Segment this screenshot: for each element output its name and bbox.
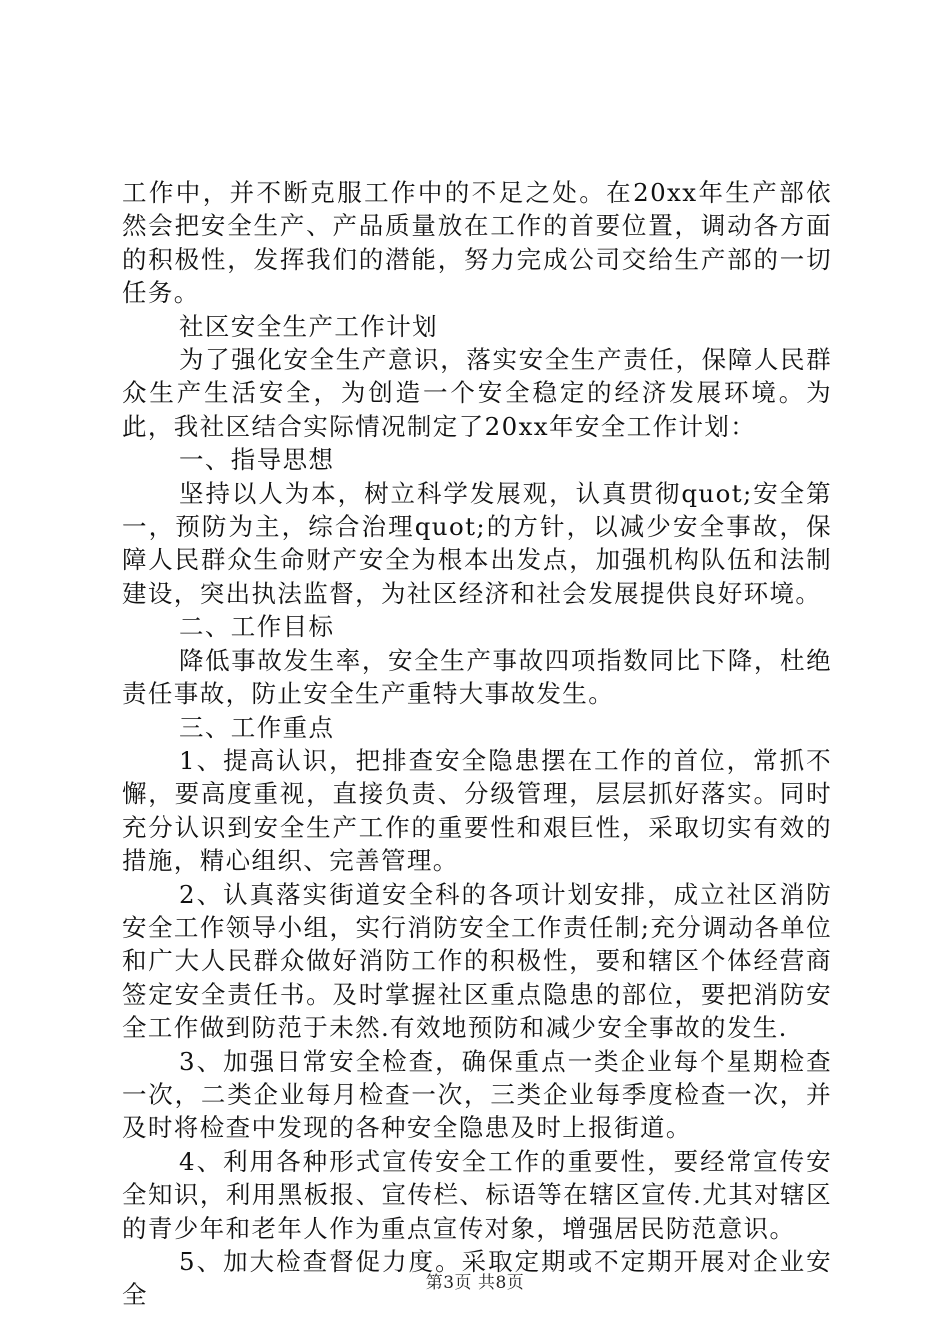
paragraph-guiding-thought: 坚持以人为本，树立科学发展观，认真贯彻quot;安全第一，预防为主，综合治理quot;的方针，以减少安全事故，保障人民群众生命财产安全为根本出发点，加强机构队伍和法制建设，突出执法监督，为社区经济和社会发展提供良好环境。: [122, 478, 832, 608]
heading-work-focus: 三、工作重点: [179, 712, 335, 742]
paragraph-intro: 为了强化安全生产意识，落实安全生产责任，保障人民群众生产生活安全，为创造一个安全稳定的经济发展环境。为此，我社区结合实际情况制定了20xx年安全工作计划：: [122, 345, 832, 441]
section-title: 社区安全生产工作计划: [179, 311, 438, 341]
document-body: [122, 176, 832, 1312]
heading-guiding-thought: 一、指导思想: [179, 445, 335, 475]
page-number: 第3页 共8页: [425, 1273, 525, 1293]
heading-work-goal: 二、工作目标: [179, 612, 335, 642]
paragraph-continuation: 工作中，并不断克服工作中的不足之处。在20xx年生产部依然会把安全生产、产品质量放在工作的首要位置，调动各方面的积极性，发挥我们的潜能，努力完成公司交给生产部的一切任务。: [122, 178, 832, 308]
list-item-4: 4、利用各种形式宣传安全工作的重要性，要经常宣传安全知识，利用黑板报、宣传栏、标语等在辖区宣传.尤其对辖区的青少年和老年人作为重点宣传对象，增强居民防范意识。: [122, 1146, 832, 1243]
paragraph-work-goal: 降低事故发生率，安全生产事故四项指数同比下降，杜绝责任事故，防止安全生产重特大事故发生。: [122, 645, 832, 709]
list-item-5: 5、加大检查督促力度。采取定期或不定期开展对企业安全: [122, 1247, 832, 1310]
list-item-1: 1、提高认识，把排查安全隐患摆在工作的首位，常抓不懈，要高度重视，直接负责、分级管理，层层抓好落实。同时充分认识到安全生产工作的重要性和艰巨性，采取切实有效的措施，精心组织、完善管理。: [122, 745, 832, 876]
list-item-2: 2、认真落实街道安全科的各项计划安排，成立社区消防安全工作领导小组，实行消防安全工作责任制;充分调动各单位和广大人民群众做好消防工作的积极性，要和辖区个体经营商签定安全责任书。及时掌握社区重点隐患的部位，要把消防安全工作做到防范于未然.有效地预防和减少安全事故的发生.: [122, 879, 832, 1043]
list-item-3: 3、加强日常安全检查，确保重点一类企业每个星期检查一次，二类企业每月检查一次，三类企业每季度检查一次，并及时将检查中发现的各种安全隐患及时上报街道。: [122, 1046, 832, 1143]
